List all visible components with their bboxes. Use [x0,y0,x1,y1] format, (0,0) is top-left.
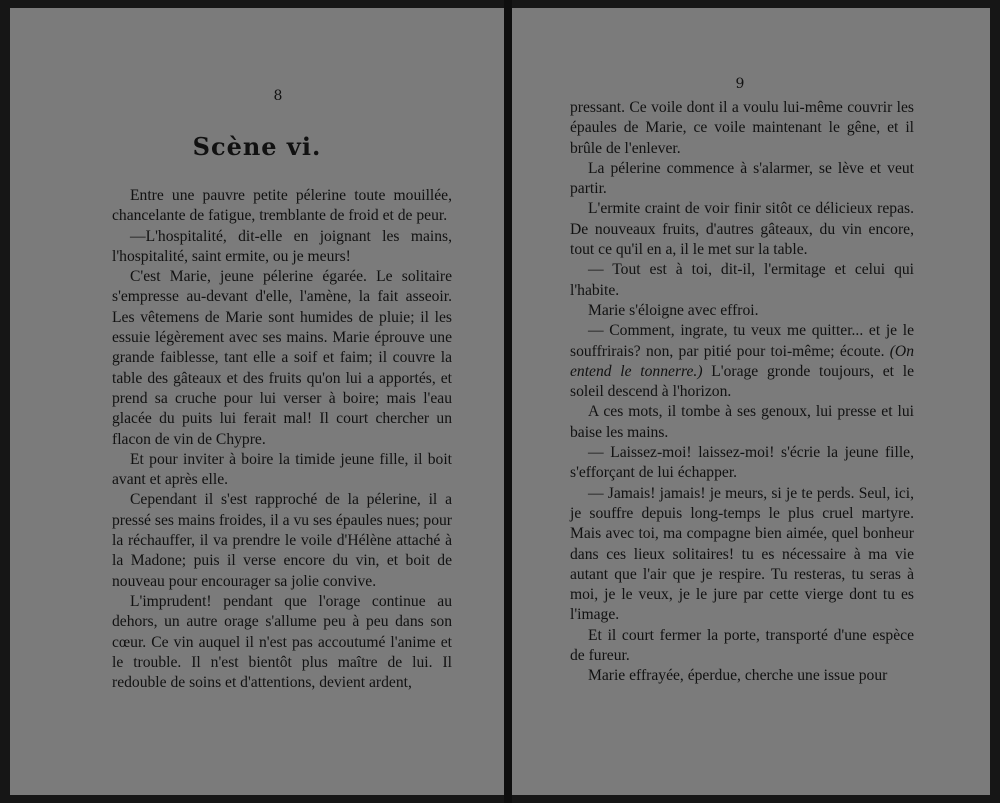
paragraph [570,321,914,402]
paragraph: Marie effrayée, éperdue, cherche une issue pour [588,667,888,685]
paragraph: L'ermite craint de voir finir sitôt ce délicieux repas. De nouveaux fruits, d'autres gâteaux, du vin encore, tout ce qu'il en a, il le met sur la table. [570,200,914,259]
right-body-text [570,98,914,687]
right-page [512,8,990,795]
paragraph: Et pour inviter à boire la timide jeune fille, il boit avant et après elle. [112,450,452,489]
paragraph: C'est Marie, jeune pélerine égarée. Le solitaire s'empresse au-devant d'elle, l'amène, la fait asseoir. Les vêtemens de Marie sont humides de pluie; il les essuie légèrement avec ses mains. Marie éprouve une grande faiblesse, tant elle a soif et faim; il couvre la table des gâteaux et des fruits qu'on lui a apportés, et prend sa cruche pour lui verser à boire; mais l'eau glacée du puits lui ferait mal! Il court chercher un flacon de vin de Chypre. [112,268,452,448]
paragraph: Entre une pauvre petite pélerine toute mouillée, chancelante de fatigue, tremblante de froid et de peur. [112,187,452,225]
page-number: 9 [735,76,745,92]
page-number: 8 [273,88,283,104]
paragraph: Et il court fermer la porte, transporté d'une espèce de fureur. [570,626,914,665]
paragraph: — Tout est à toi, dit-il, l'ermitage et celui qui l'habite. [570,261,914,299]
paragraph: Marie s'éloigne avec effroi. [588,301,759,319]
paragraph: — Jamais! jamais! je meurs, si je te perds. Seul, ici, je souffre depuis long-temps le plus cruel martyre. Mais avec toi, ma compagne bien aimée, quel bonheur dans ces lieux solitaires! tu es nécessaire à ma vie autant que l'air que je respire. Tu resteras, tu seras à moi, je le veux, je le jure par cette vierge dont tu es l'image. [570,484,914,624]
left-page [10,8,504,795]
dialogue-text: L'orage gronde toujours, et le soleil descend à l'horizon. [570,362,914,401]
paragraph: L'imprudent! pendant que l'orage continue au dehors, un autre orage s'allume peu à peu dans son cœur. Ce vin auquel il n'est pas accoutumé l'anime et le trouble. Il n'est bientôt plus maître de lui. Il redouble de soins et d'attentions, devient ardent, [112,592,452,692]
paragraph: A ces mots, il tombe à ses genoux, lui presse et lui baise les mains. [570,403,914,441]
left-body-text [112,186,452,693]
paragraph: —L'hospitalité, dit-elle en joignant les mains, l'hospitalité, saint ermite, ou je meurs! [112,227,452,265]
paragraph: — Laissez-moi! laissez-moi! s'écrie la jeune fille, s'efforçant de lui échapper. [570,444,914,482]
scene-heading: Scène vi. [192,132,322,161]
paragraph: pressant. Ce voile dont il a voulu lui-même couvrir les épaules de Marie, ce voile maintenant le gêne, et il brûle de l'enlever. [570,99,914,157]
book-gutter [504,0,512,803]
dialogue-text: — Comment, ingrate, tu veux me quitter... et je le souffrirais? non, par pitié pour toi-même; écoute. [570,322,914,360]
paragraph: La pélerine commence à s'alarmer, se lève et veut partir. [570,159,914,198]
paragraph: Cependant il s'est rapproché de la pélerine, il a pressé ses mains froides, il a vu ses épaules nues; pour la réchauffer, il va prendre le voile d'Hélène attaché à la Madone; puis il verse encore du vin, et boit de nouveau pour encourager sa jolie convive. [112,491,452,590]
stage-direction: (On entend le tonnerre.) [570,342,914,380]
